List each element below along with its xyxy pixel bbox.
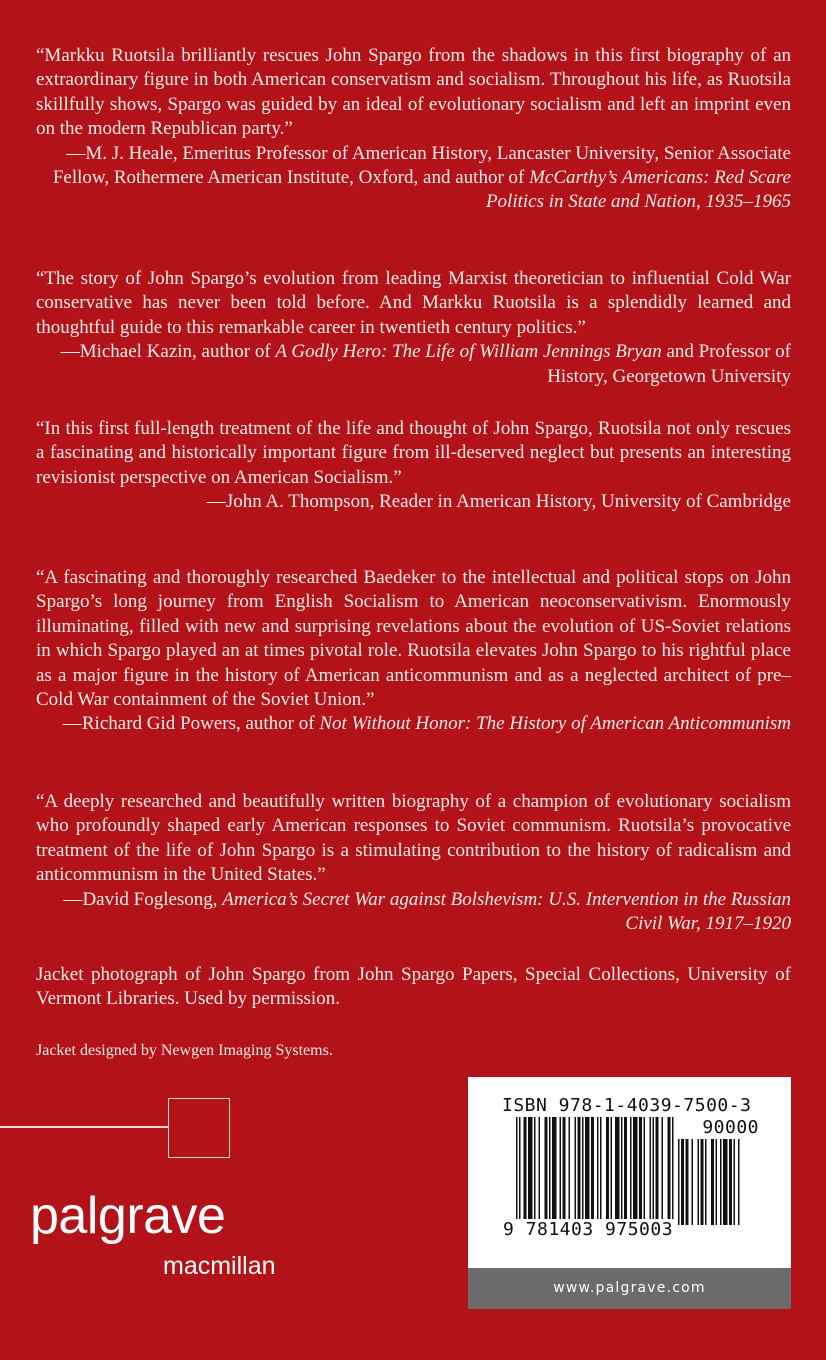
- barcode-bar: [729, 1139, 732, 1225]
- attribution-text: —Michael Kazin, author of: [60, 341, 276, 363]
- design-credit: [36, 1040, 791, 1062]
- barcode-bar: [585, 1117, 590, 1225]
- book-title: A Godly Hero: The Life of William Jennings Bryan: [275, 341, 662, 363]
- attribution-text: —David Foglesong,: [63, 888, 223, 910]
- barcode-bar: [738, 1139, 740, 1225]
- barcode-panel: [468, 1077, 791, 1309]
- book-title: Not Without Honor: The History of American Anticommunism: [319, 713, 791, 735]
- attribution-text: —Richard Gid Powers, author of: [62, 713, 320, 735]
- review-quote: “In this first full-length treatment of the life and thought of John Spargo, Ruotsila not only rescues a fascinating and historically important figure from ill-deserved neglect but presents an interesting revisionist perspective on American Socialism.”: [36, 418, 791, 488]
- barcode-bar: [545, 1117, 548, 1225]
- barcode-bar: [578, 1117, 581, 1225]
- barcode-bar: [563, 1117, 566, 1225]
- barcode-bar: [662, 1117, 664, 1225]
- review-quote: “The story of John Spargo’s evolution from leading Marxist theoretician to influential Cold War conservative has never been told before. And Markku Ruotsila is a splendidly learned and thoughtful guide to this remarkable career in twentieth century politics.”: [36, 268, 791, 338]
- isbn-number: ISBN 978-1-4039-7500-3: [502, 1095, 752, 1116]
- barcode-bar: [686, 1139, 689, 1225]
- barcode-bar: [524, 1117, 527, 1225]
- review-attribution: [36, 340, 791, 389]
- book-title: America’s Secret War against Bolshevism: U.S. Intervention in the Russian Civil War, 1917–1920: [222, 888, 791, 935]
- barcode-bar: [672, 1117, 674, 1225]
- review-attribution: [36, 142, 791, 215]
- barcode-bar: [698, 1139, 700, 1225]
- price-barcode-icon: [678, 1139, 758, 1225]
- barcode-bar: [615, 1117, 620, 1225]
- barcode-bar: [539, 1117, 541, 1225]
- barcode-bar: [606, 1117, 609, 1225]
- barcode-bar: [611, 1117, 613, 1225]
- review-quote: “A fascinating and thoroughly researched Baedeker to the intellectual and political stops on John Spargo’s long journey from English Socialism to American neoconservativism. Enormously illuminating, filled with new and surprising revelations about the evolution of US-Soviet relations in which Spargo played an at times pivotal role. Ruotsila elevates John Spargo to his rightful place as a major figure in the history of American anticommunism and as a neglected architect of pre–Cold War containment of the Soviet Union.”: [36, 567, 791, 711]
- barcode-bar: [678, 1139, 680, 1225]
- review-4: [36, 566, 791, 737]
- barcode-bar: [549, 1117, 551, 1225]
- review-1: [36, 44, 791, 215]
- photo-credit-text: Jacket photograph of John Spargo from John Spargo Papers, Special Collections, University of Vermont Libraries. Used by permission.: [36, 964, 791, 1010]
- barcode-bar: [552, 1117, 557, 1225]
- publisher-imprint: macmillan: [163, 1252, 276, 1280]
- barcode-bar: [516, 1117, 518, 1225]
- barcode-bar: [560, 1117, 562, 1225]
- barcode-bar: [692, 1139, 694, 1225]
- barcode-bar: [723, 1139, 728, 1225]
- review-5: [36, 790, 791, 936]
- photo-credit: [36, 963, 791, 1012]
- barcode-bar: [534, 1117, 536, 1225]
- review-attribution: [36, 888, 791, 937]
- barcode-bar: [600, 1117, 602, 1225]
- price-code: 90000: [702, 1117, 759, 1138]
- barcode-icon: [516, 1117, 674, 1225]
- review-attribution: [36, 490, 791, 514]
- book-title: McCarthy’s Americans: Red Scare Politics in State and Nation, 1935–1965: [485, 167, 791, 213]
- barcode-bar: [630, 1117, 632, 1225]
- logo-rule: [0, 1126, 168, 1128]
- attribution-text: —John A. Thompson, Reader in American History, University of Cambridge: [206, 491, 791, 513]
- barcode-bar: [519, 1117, 521, 1225]
- barcode-bar: [582, 1117, 584, 1225]
- review-3: [36, 417, 791, 515]
- barcode-bar: [575, 1117, 577, 1225]
- ean-number: 9 781403 975003: [503, 1219, 674, 1240]
- review-quote: “Markku Ruotsila brilliantly rescues John Spargo from the shadows in this first biography of an extraordinary figure in both American conservatism and socialism. Throughout his life, as Ruotsila skillfully shows, Spargo was guided by an ideal of evolutionary socialism and left an imprint even on the modern Republican party.”: [36, 45, 791, 140]
- design-credit-text: Jacket designed by Newgen Imaging Systems.: [36, 1042, 333, 1059]
- barcode-bar: [701, 1139, 704, 1225]
- barcode-bar: [705, 1139, 707, 1225]
- barcode-bar: [569, 1117, 571, 1225]
- barcode-bar: [621, 1117, 623, 1225]
- review-attribution: [36, 712, 791, 736]
- review-2: [36, 267, 791, 389]
- barcode-bar: [734, 1139, 736, 1225]
- barcode-bar: [591, 1117, 594, 1225]
- barcode-bar: [656, 1117, 659, 1225]
- barcode-bar: [681, 1139, 684, 1225]
- attribution-tail: and Professor of History, Georgetown University: [547, 341, 791, 387]
- review-quote: “A deeply researched and beautifully written biography of a champion of evolutionary socialism who profoundly shaped early American responses to Soviet communism. Ruotsila’s provocative treatment of the life of John Spargo is a stimulating contribution to the history of radicalism and anticommunism in the United States.”: [36, 791, 791, 886]
- barcode-bar: [650, 1117, 652, 1225]
- attribution-text: —M. J. Heale, Emeritus Professor of American History, Lancaster University, Senior Associate Fellow, Rothermere American Institute, Oxford, and author of: [52, 142, 791, 189]
- barcode-bar: [644, 1117, 646, 1225]
- barcode-bar: [720, 1139, 722, 1225]
- barcode-bar: [653, 1117, 655, 1225]
- barcode-bar: [597, 1117, 599, 1225]
- logo-square-icon: [168, 1098, 230, 1158]
- barcode-bar: [633, 1117, 638, 1225]
- barcode-bar: [528, 1117, 533, 1225]
- barcode-bar: [711, 1139, 714, 1225]
- barcode-bar: [624, 1117, 627, 1225]
- barcode-bar: [639, 1117, 642, 1225]
- barcode-bar: [668, 1117, 671, 1225]
- publisher-url: www.palgrave.com: [468, 1268, 791, 1309]
- publisher-logo: palgrave: [30, 1187, 226, 1245]
- barcode-bar: [716, 1139, 718, 1225]
